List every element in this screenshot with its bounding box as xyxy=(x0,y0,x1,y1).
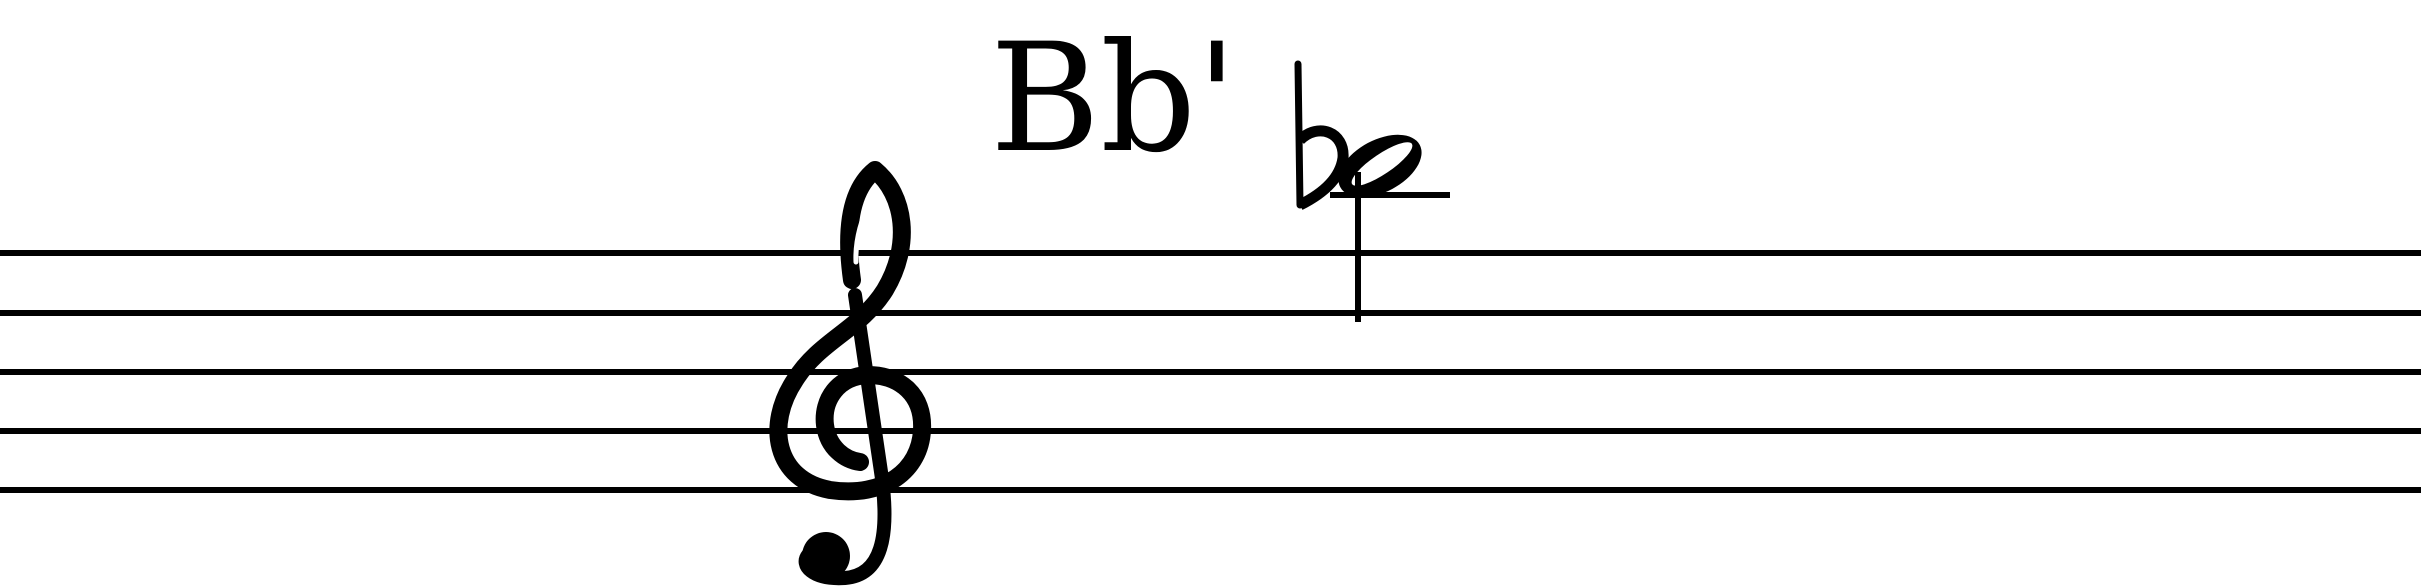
staff xyxy=(0,253,2421,490)
flat-icon xyxy=(1298,64,1343,205)
treble-clef-icon xyxy=(778,170,922,580)
note-label: Bb' xyxy=(990,12,1238,186)
